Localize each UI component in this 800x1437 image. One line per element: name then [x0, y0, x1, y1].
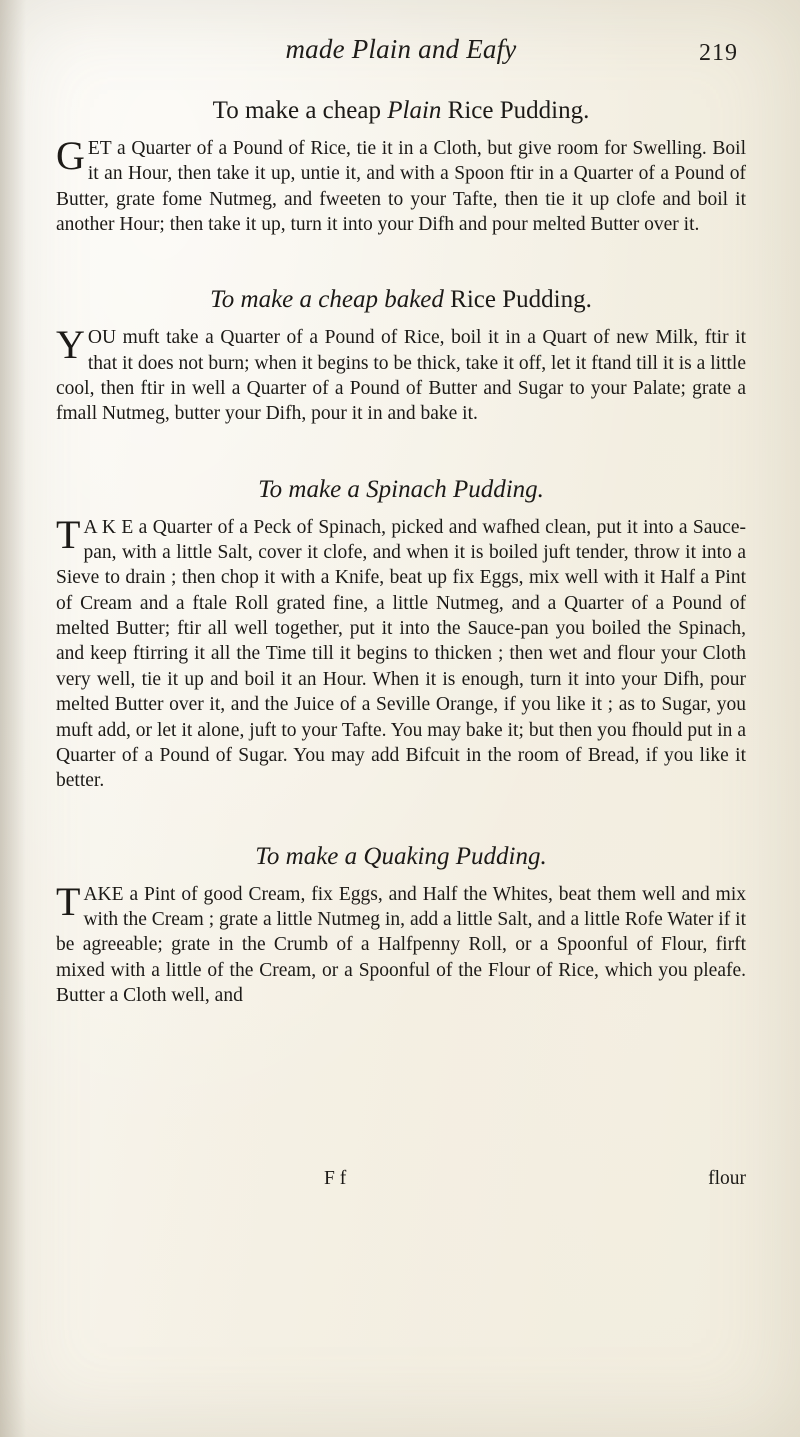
recipe-title-suffix: Rice Pudding. [450, 286, 592, 314]
signature-mark: F f [324, 1168, 347, 1189]
recipe-body-text: ET a Quarter of a Pound of Rice, tie it in a Cloth, but give room for Swelling. Boil it an Hour, then take it up, untie it, and with a Spoon ftir in a Quarter of a Pound of Butter, grate fome Nutmeg, and fweeten to your Tafte, then tie it up clofe and boil it another Hour; then take it up, turn it into your Difh and pour melted Butter over it. [56, 138, 746, 236]
page-footer [56, 1168, 746, 1190]
recipe-title [56, 285, 746, 315]
recipe-spacer-2 [56, 445, 746, 475]
recipe-body-text: OU muft take a Quarter of a Pound of Rice, boil it in a Quart of new Milk, ftir it that it does not burn; when it begins to be thick, take it off, let it ftand till it is a little cool, then ftir in well a Quarter of a Pound of Butter and Sugar to your Palate; grate a fmall Nutmeg, butter your Difh, pour it in and bake it. [56, 327, 746, 425]
recipe-title-italic: Plain [387, 97, 442, 124]
head-spacer [56, 72, 746, 94]
drop-cap: Y [56, 322, 85, 368]
recipe-title [56, 475, 746, 505]
recipe-title-prefix: To make a Spinach Pudding. [258, 475, 544, 503]
page-number: 219 [699, 40, 738, 66]
recipe-quaking-pudding [56, 842, 746, 1009]
recipe-body [56, 322, 746, 426]
drop-cap: T [56, 511, 81, 557]
recipe-title-prefix: To make a cheap baked [210, 286, 451, 314]
recipe-spacer-1 [56, 255, 746, 285]
recipe-body [56, 511, 746, 794]
catchword: flour [708, 1168, 746, 1189]
drop-cap: G [56, 133, 85, 178]
running-head-title: made Plain and Eafy [285, 34, 517, 64]
recipe-title-suffix: Rice Pudding. [441, 97, 590, 124]
page-gutter-shadow [0, 0, 26, 1437]
recipe-body [56, 878, 746, 1009]
page-content [56, 34, 746, 1026]
drop-cap: T [56, 878, 81, 924]
recipe-title-prefix: To make a cheap [212, 97, 388, 124]
recipe-cheap-plain-rice-pudding [56, 96, 746, 237]
recipe-title [56, 842, 746, 872]
recipe-body-text: AKE a Pint of good Cream, fix Eggs, and Half the Whites, beat them well and mix with the Cream ; grate a little Nutmeg in, add a little Salt, and a little Rofe Water if it be agreeable; grate in the Crumb of a Halfpenny Roll, or a Spoonful of Flour, firft mixed with a little of the Cream, or a Spoonful of the Flour of Rice, which you pleafe. Butter a Cloth well, and [56, 883, 746, 1006]
recipe-spacer-3 [56, 812, 746, 842]
recipe-body-text: A K E a Quarter of a Peck of Spinach, picked and wafhed clean, put it into a Sauce-pan, with a little Salt, cover it clofe, and when it is boiled juft tender, throw it into a Sieve to drain ; then chop it with a Knife, beat up fix Eggs, mix well with it Half a Pint of Cream and a ftale Roll grated fine, a little Nutmeg, and a Quarter of a Pound of melted Butter; ftir all well together, put it into the Sauce-pan you boiled the Spinach, and keep ftirring it all the Time till it begins to thicken ; then wet and flour your Cloth very well, tie it up and boil it an Hour. When it is enough, turn it into your Difh, pour melted Butter over it, and the Juice of a Seville Orange, if you like it ; as to Sugar, you muft add, or let it alone, juft to your Tafte. You may bake it; but then you fhould put in a Quarter of a Pound of Sugar. You may add Bifcuit in the room of Bread, if you like it better. [56, 516, 746, 792]
recipe-body [56, 133, 746, 237]
recipe-cheap-baked-rice-pudding [56, 285, 746, 426]
recipe-title [56, 96, 746, 126]
recipe-spinach-pudding [56, 475, 746, 794]
recipe-title-prefix: To make a Quaking Pudding. [255, 842, 547, 870]
running-head [56, 34, 746, 68]
